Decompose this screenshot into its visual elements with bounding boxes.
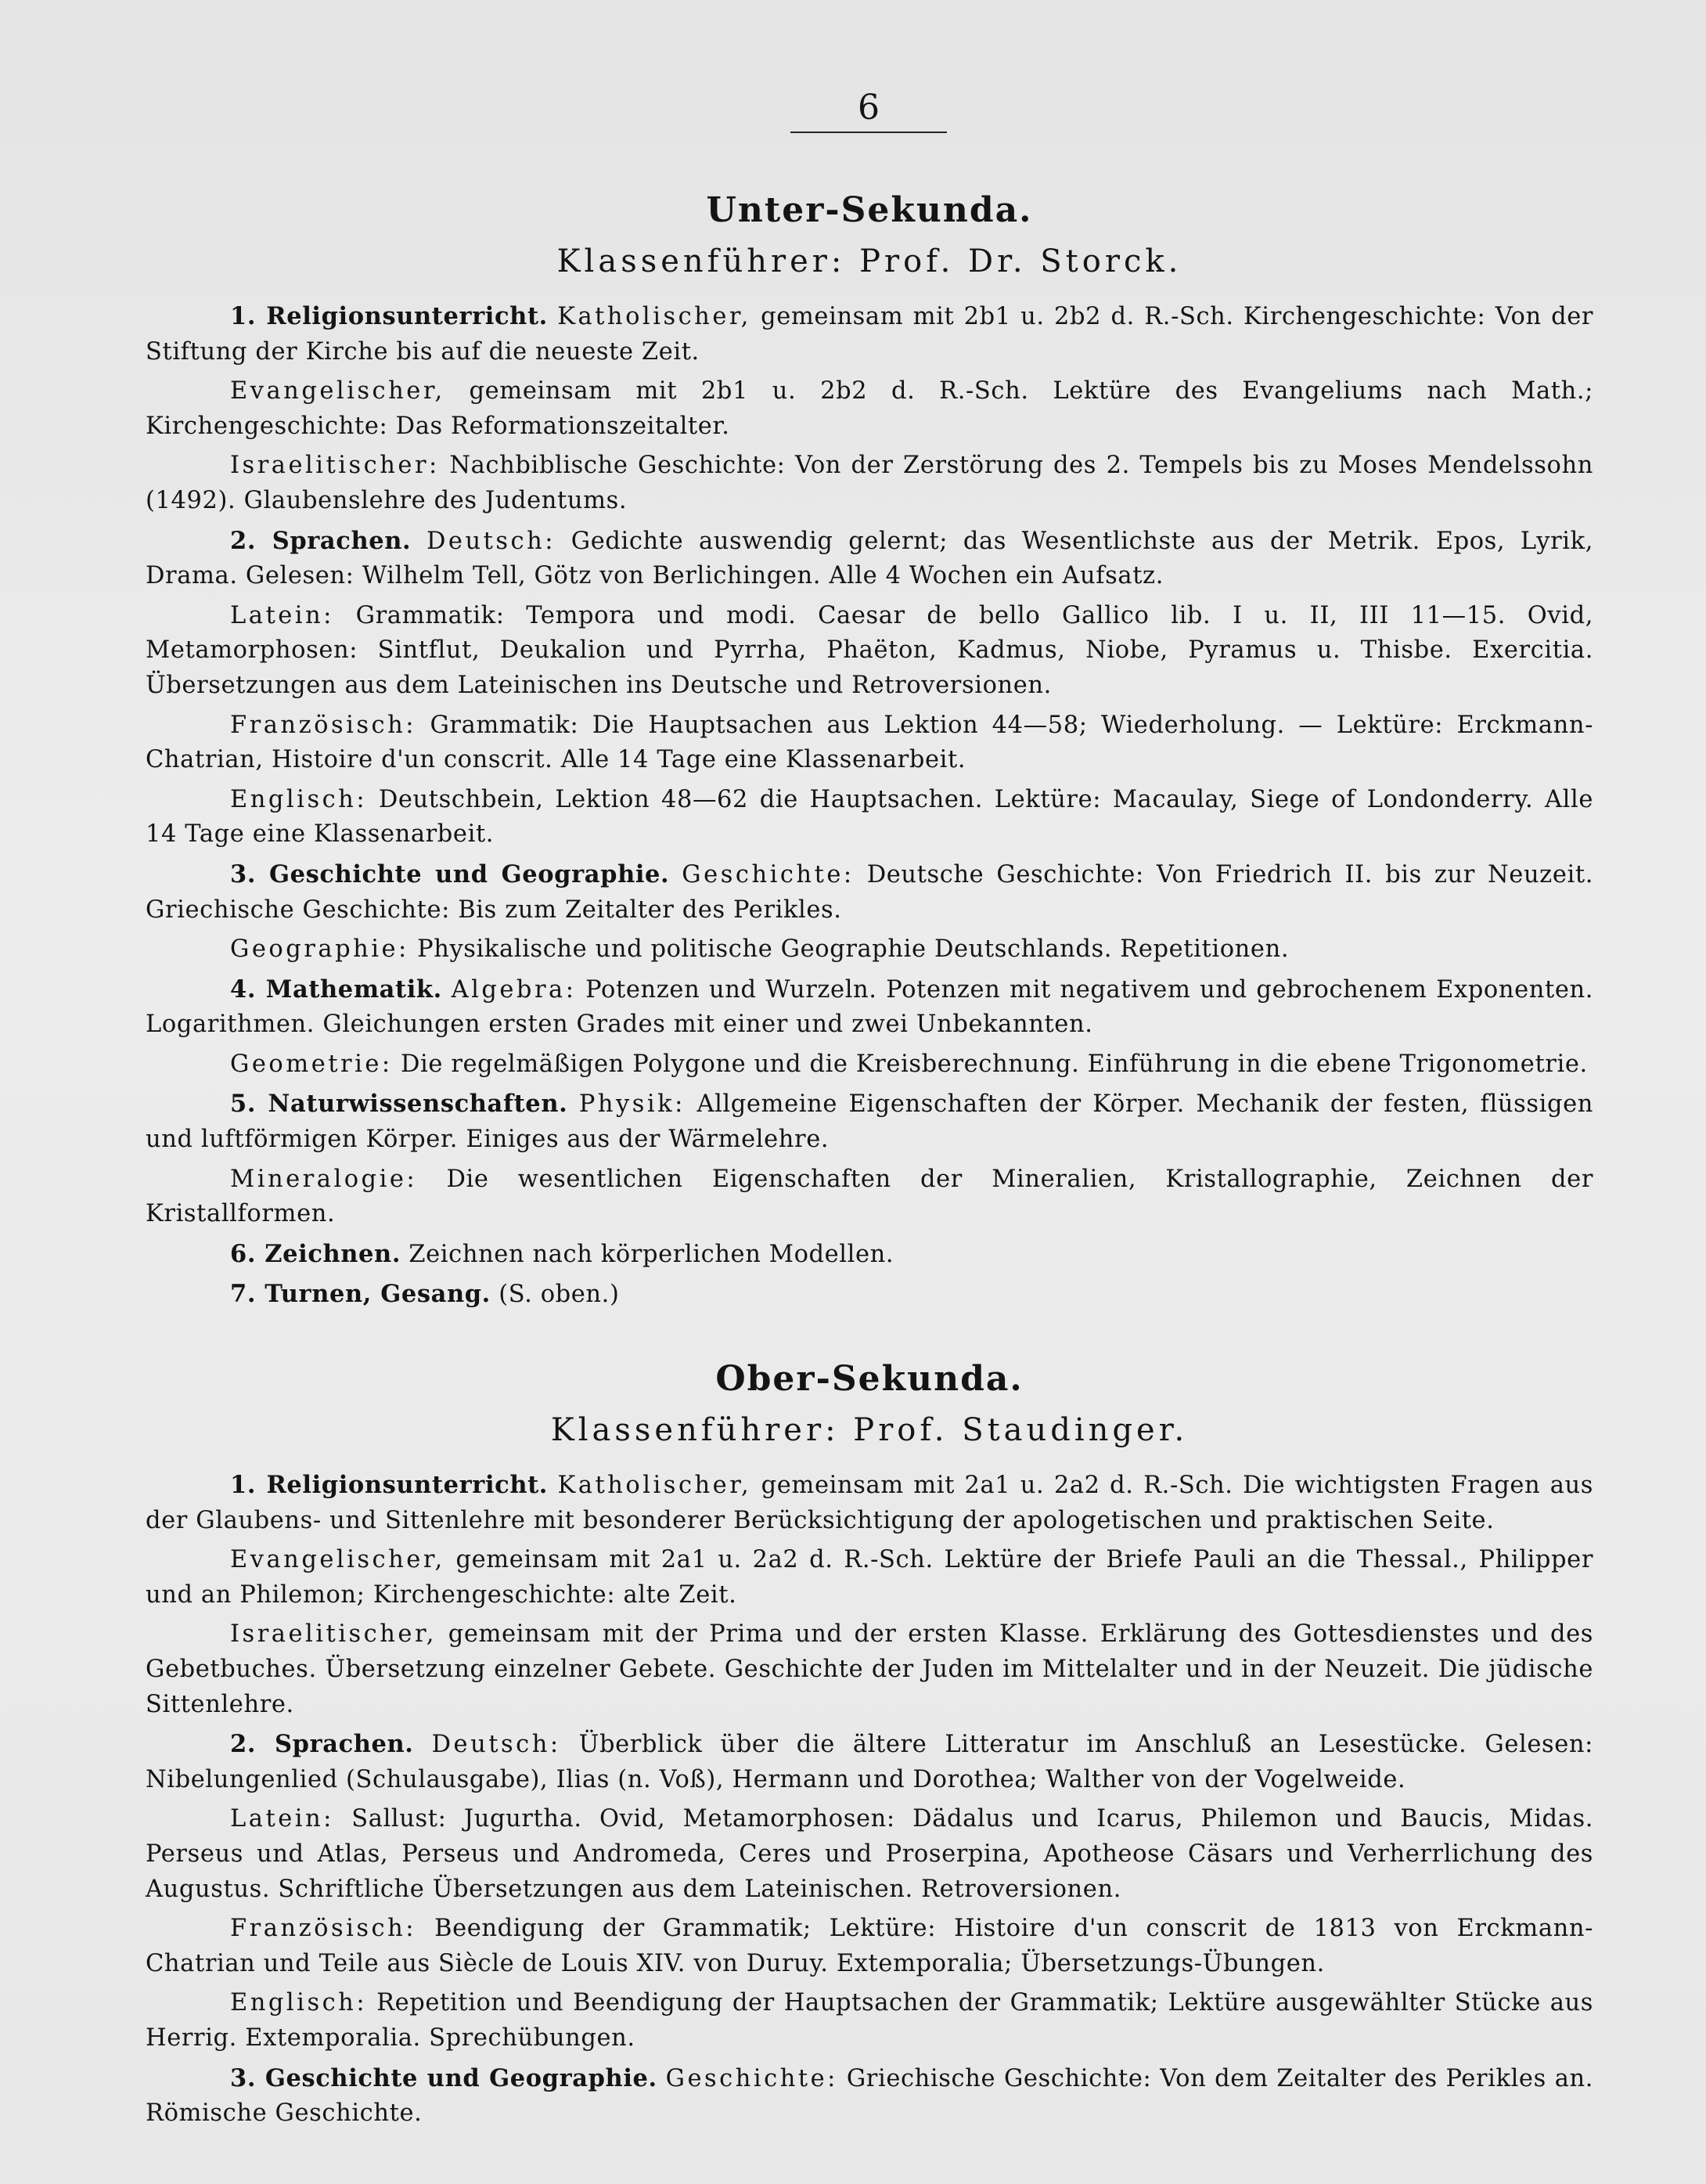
subject-paragraph	[146, 932, 1593, 968]
subject-paragraph	[146, 374, 1593, 444]
subject-text: Repetition und Beendigung der Hauptsachen der Grammatik; Lektüre ausgewählter Stücke aus Herrig. Extemporalia. Sprechübungen.	[146, 1989, 1594, 2052]
subject-paragraph	[146, 1802, 1593, 1907]
subject-text: Physikalische und politische Geographie Deutschlands. Repetitionen.	[417, 935, 1290, 964]
subject-text: Beendigung der Grammatik; Lektüre: Histoire d'un conscrit de 1813 von Erckmann-Chatrian und Teile aus Siècle de Louis XIV. von Duruy. Extemporalia; Übersetzungs-Übungen.	[146, 1915, 1593, 1977]
subject-text: gemeinsam mit der Prima und der ersten Klasse. Erklärung des Gottesdienstes und des Gebetbuches. Übersetzung einzelner Gebete. Geschichte der Juden im Mittelalter und in der Neuzeit. Die jüdische Sittenlehre.	[146, 1620, 1593, 1718]
subject-heading: 5. Naturwissenschaften.	[230, 1090, 568, 1119]
subject-heading: 7. Turnen, Gesang.	[230, 1280, 491, 1309]
subject-label: Katholischer,	[557, 1472, 752, 1500]
subject-paragraph	[146, 1087, 1593, 1157]
subject-paragraph	[146, 1237, 1593, 1273]
subject-paragraph	[146, 1468, 1593, 1538]
subject-label: Englisch:	[230, 785, 368, 813]
section-body	[146, 299, 1593, 1313]
subject-label: Algebra:	[451, 975, 577, 1004]
subject-text: Die wesentlichen Eigenschaften der Mineralien, Kristallographie, Zeichnen der Kristallformen.	[146, 1165, 1593, 1228]
subject-heading: 4. Mathematik.	[230, 975, 442, 1004]
subject-heading: 2. Sprachen.	[230, 1730, 414, 1759]
subject-text: Grammatik: Tempora und modi. Caesar de bello Gallico lib. I u. II, III 11—15. Ovid, Metamorphosen: Sintflut, Deukalion und Pyrrha, Phaëton, Kadmus, Niobe, Pyramus u. Thisbe. Exercitia. Übersetzungen aus dem Lateinischen ins Deutsche und Retroversionen.	[146, 601, 1593, 699]
subject-paragraph	[146, 783, 1593, 852]
subject-paragraph	[146, 972, 1593, 1043]
subject-text: Überblick über die ältere Litteratur im Anschluß an Lesestücke. Gelesen: Nibelungenlied (Schulausgabe), Ilias (n. Voß), Hermann und Dorothea; Walther von der Vogelweide.	[146, 1731, 1593, 1793]
subject-label: Französisch:	[230, 711, 417, 739]
subject-label: Evangelischer,	[230, 377, 445, 405]
subject-paragraph	[146, 1727, 1593, 1797]
section-gap	[146, 1317, 1593, 1357]
subject-text: Grammatik: Die Hauptsachen aus Lektion 44—58; Wiederholung. — Lektüre: Erckmann-Chatrian, Histoire d'un conscrit. Alle 14 Tage eine Klassenarbeit.	[146, 711, 1594, 774]
subject-paragraph	[146, 1543, 1593, 1613]
subject-label: Englisch:	[230, 1989, 368, 2017]
subject-paragraph	[146, 299, 1593, 369]
subject-paragraph	[146, 1277, 1593, 1313]
subject-text: Nachbiblische Geschichte: Von der Zerstörung des 2. Tempels bis zu Moses Mendelssohn (1492). Glaubenslehre des Judentums.	[146, 452, 1594, 514]
subject-label: Französisch:	[230, 1915, 417, 1943]
subject-heading: 6. Zeichnen.	[230, 1239, 401, 1268]
subject-text: Zeichnen nach körperlichen Modellen.	[409, 1240, 894, 1268]
subject-text: gemeinsam mit 2b1 u. 2b2 d. R.-Sch. Lektüre des Evangeliums nach Math.; Kirchengeschichte: Das Reformationszeitalter.	[146, 377, 1593, 440]
subject-label: Geschichte:	[682, 860, 855, 888]
subject-paragraph	[146, 708, 1593, 778]
subject-label: Latein:	[230, 601, 334, 629]
subject-paragraph	[146, 1617, 1593, 1722]
subject-paragraph	[146, 1162, 1593, 1232]
subject-text: Die regelmäßigen Polygone und die Kreisberechnung. Einführung in die ebene Trigonometrie.	[400, 1050, 1588, 1078]
subject-text: gemeinsam mit 2a1 u. 2a2 d. R.-Sch. Die wichtigsten Fragen aus der Glaubens- und Sittenlehre mit besonderer Berücksichtigung der apologetischen und praktischen Seite.	[146, 1472, 1594, 1534]
section-body	[146, 1468, 1593, 2132]
class-teacher: Klassenführer: Prof. Dr. Storck.	[556, 243, 1182, 279]
subject-paragraph	[146, 1047, 1593, 1083]
subject-label: Deutsch:	[431, 1731, 561, 1759]
subject-paragraph	[146, 449, 1593, 518]
subject-label: Israelitischer,	[230, 1620, 437, 1649]
section-title: Unter-Sekunda.	[706, 190, 1033, 230]
class-teacher: Klassenführer: Prof. Staudinger.	[550, 1412, 1189, 1449]
subject-text: Deutsche Geschichte: Von Friedrich II. bis zur Neuzeit. Griechische Geschichte: Bis zum Zeitalter des Perikles.	[146, 860, 1594, 924]
subject-label: Geschichte:	[665, 2064, 838, 2092]
subject-heading: 2. Sprachen.	[230, 526, 412, 555]
subject-paragraph	[146, 524, 1593, 594]
section-unter-sekunda	[146, 188, 1593, 1313]
subject-text: Gedichte auswendig gelernt; das Wesentlichste aus der Metrik. Epos, Lyrik, Drama. Gelesen: Wilhelm Tell, Götz von Berlichingen. Alle 4 Wochen ein Aufsatz.	[146, 527, 1593, 590]
subject-label: Latein:	[230, 1805, 334, 1833]
subject-text: Sallust: Jugurtha. Ovid, Metamorphosen: Dädalus und Icarus, Philemon und Baucis, Midas. Perseus und Atlas, Perseus und Andromeda, Ceres und Proserpina, Apotheose Cäsars und Verherrlichung des Augustus. Schriftliche Übersetzungen aus dem Lateinischen. Retroversionen.	[146, 1805, 1593, 1903]
subject-text: Potenzen und Wurzeln. Potenzen mit negativem und gebrochenem Exponenten. Logarithmen. Gleichungen ersten Grades mit einer und zwei Unbekannten.	[146, 975, 1594, 1039]
page-number-rule	[790, 132, 947, 133]
subject-text: Allgemeine Eigenschaften der Körper. Mechanik der festen, flüssigen und luftförmigen Körper. Einiges aus der Wärmelehre.	[146, 1090, 1594, 1154]
subject-label: Evangelischer,	[230, 1546, 445, 1574]
subject-label: Physik:	[578, 1090, 686, 1119]
subject-paragraph	[146, 857, 1593, 928]
subject-paragraph	[146, 1986, 1593, 2056]
subject-paragraph	[146, 599, 1593, 704]
subject-label: Katholischer,	[557, 303, 751, 330]
subject-label: Deutsch:	[426, 527, 556, 555]
subject-heading: 1. Religionsunterricht.	[230, 302, 548, 330]
subject-heading: 1. Religionsunterricht.	[230, 1471, 549, 1500]
subject-label: Geometrie:	[230, 1050, 393, 1078]
subject-heading: 3. Geschichte und Geographie.	[230, 2063, 657, 2092]
page-number: 6	[858, 88, 880, 128]
subject-paragraph	[146, 1912, 1593, 1981]
subject-label: Israelitischer:	[230, 452, 440, 480]
subject-text: Deutschbein, Lektion 48—62 die Hauptsachen. Lektüre: Macaulay, Siege of Londonderry. Alle 14 Tage eine Klassenarbeit.	[146, 785, 1594, 849]
subject-text: gemeinsam mit 2a1 u. 2a2 d. R.-Sch. Lektüre der Briefe Pauli an die Thessal., Philipper und an Philemon; Kirchengeschichte: alte Zeit.	[146, 1546, 1593, 1609]
section-title: Ober-Sekunda.	[715, 1359, 1024, 1400]
subject-text: (S. oben.)	[498, 1281, 620, 1309]
subject-paragraph	[146, 2061, 1593, 2132]
subject-label: Mineralogie:	[230, 1165, 418, 1193]
section-ober-sekunda	[146, 1357, 1593, 2132]
subject-heading: 3. Geschichte und Geographie.	[230, 860, 670, 888]
subject-label: Geographie:	[230, 935, 409, 964]
subject-text: gemeinsam mit 2b1 u. 2b2 d. R.-Sch. Kirchengeschichte: Von der Stiftung der Kirche bis auf die neueste Zeit.	[146, 303, 1594, 366]
subject-text: Griechische Geschichte: Von dem Zeitalter des Perikles an. Römische Geschichte.	[146, 2064, 1594, 2128]
page-content	[146, 188, 1593, 2136]
